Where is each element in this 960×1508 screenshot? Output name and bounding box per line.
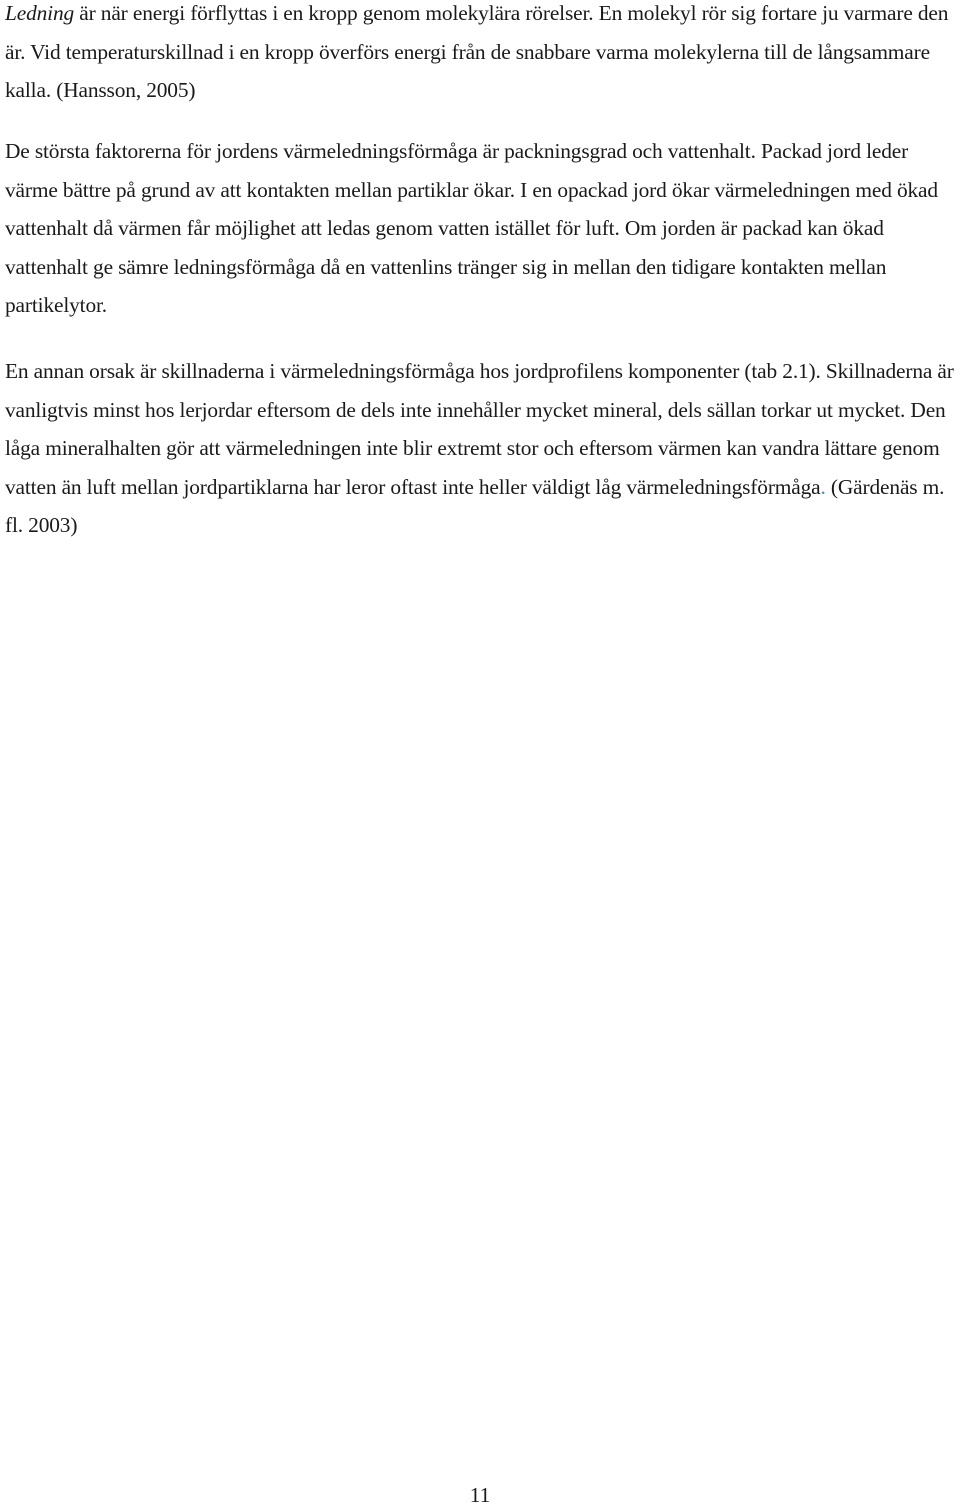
italic-term: Ledning <box>5 1 75 25</box>
paragraph-factors <box>5 132 960 325</box>
paragraph-1-text: är när energi förflyttas i en kropp genom molekylära rörelser. En molekyl rör sig fortare ju varmare den är. Vid temperaturskillnad i en kropp överförs energi från de snabbare varma molekylerna till de långsammare kalla. (Hansson, 2005) <box>5 1 949 103</box>
tinted-period: . <box>820 474 826 499</box>
paragraph-2-text: De största faktorerna för jordens värmeledningsförmåga är packningsgrad och vattenhalt. Packad jord leder värme bättre på grund av att kontakten mellan partiklar ökar. I en opackad jord ökar värmeledningen med ökad vattenhalt då värmen får möjlighet att ledas genom vatten istället för luft. Om jorden är packad kan ökad vattenhalt ge sämre ledningsförmåga då en vattenlins tränger sig in mellan den tidigare kontakten mellan partikelytor. <box>5 139 938 318</box>
page-number: 11 <box>469 1483 491 1507</box>
paragraph-components <box>5 352 960 545</box>
paragraph-ledning <box>5 0 960 110</box>
paragraph-3-text: En annan orsak är skillnaderna i värmeledningsförmåga hos jordprofilens komponenter (tab 2.1). Skillnaderna är vanligtvis minst hos lerjordar eftersom de dels inte innehåller mycket mineral, dels sällan torkar ut mycket. Den låga mineralhalten gör att värmeledningen inte blir extremt stor och eftersom värmen kan vandra lättare genom vatten än luft mellan jordpartiklarna har leror oftast inte heller väldigt låg värmeledningsförmåga <box>5 359 954 499</box>
citation: (Gärdenäs m. fl. 2003) <box>5 474 945 538</box>
